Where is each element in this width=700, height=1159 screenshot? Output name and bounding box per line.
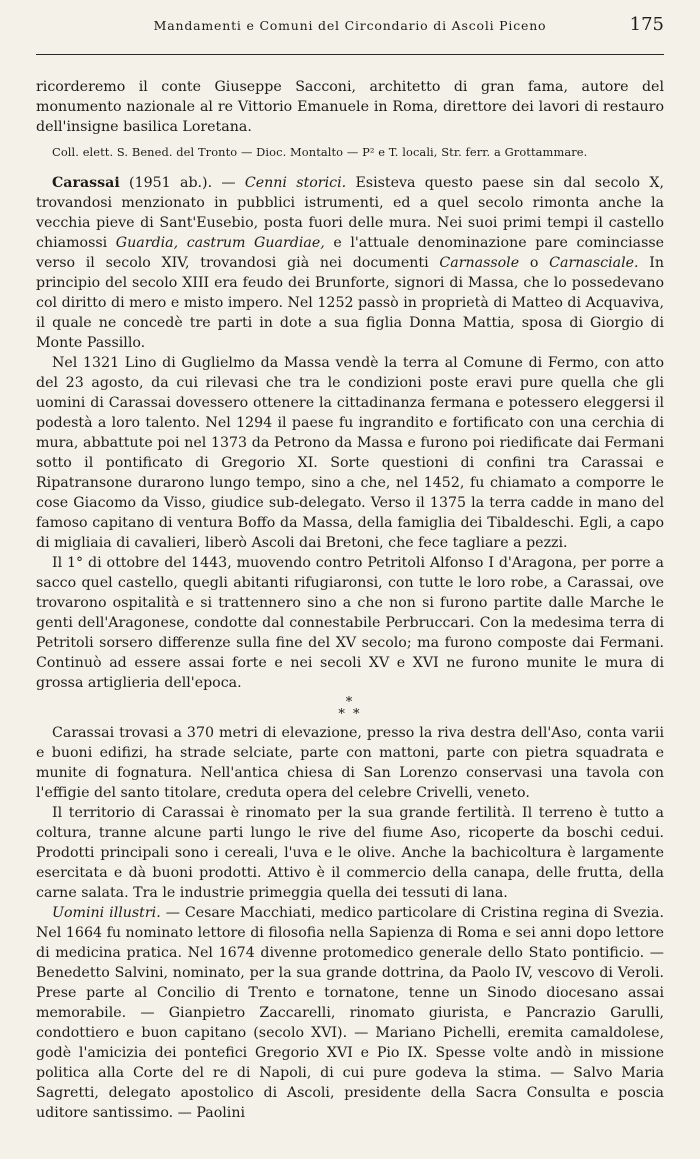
electoral-college-line: Coll. elett. S. Bened. del Tronto — Dioc. Montalto — P² e T. locali, Str. ferr. a Grottammare. bbox=[52, 145, 588, 159]
history-paragraph-2: Nel 1321 Lino di Guglielmo da Massa vendè la terra al Comune di Fermo, con atto del 23 agosto, da cui rilevasi che tra le condizioni poste eravi pure quella che gli uomini di Carassai dovessero ottenere la cittadinanza fermana e potessero eleggersi il podestà a loro talento. Nel 1294 il paese fu ingrandito e fortificato con una cerchia di mura, abbattute poi nel 1373 da Petrono da Massa e furono poi riedificate dai Fermani sotto il pontificato di Gregorio XI. Sorte questioni di confini tra Carassai e Ripatransone durarono lungo tempo, sino a che, nel 1452, fu chiamato a comporre le cose Giacomo da Visso, giudice sub-delegato. Verso il 1375 la terra cadde in mano del famoso capitano di ventura Boffo da Massa, della famiglia dei Tibaldeschi. Egli, a capo di migliaia di cavalieri, liberò Ascoli dai Bretoni, che fece tagliare a pezzi. bbox=[36, 355, 664, 551]
running-head bbox=[36, 14, 664, 55]
separator-top: * bbox=[345, 695, 355, 710]
section-label-history: Cenni storici. bbox=[244, 175, 347, 191]
page-number: 175 bbox=[629, 14, 664, 35]
population: (1951 ab.). — bbox=[129, 175, 236, 191]
history-text-c: o bbox=[529, 255, 539, 271]
history-italic-guardia: Guardia, castrum Guardiae, bbox=[115, 235, 325, 251]
notable-people-text: — Cesare Macchiati, medico particolare di Cristina regina di Svezia. Nel 1664 fu nominato lettore di filosofia nella Sapienza di Roma e sei anni dopo lettore di medicina pratica. Nel 1674 divenne protomedico generale dello Stato pontificio. — Benedetto Salvini, nominato, per la sua grande dottrina, da Paolo IV, vescovo di Veroli. Prese parte al Concilio di Trento e tornatone, tenne un Sinodo diocesano assai memorabile. — Gianpietro Zaccarelli, rinomato giurista, e Pancrazio Garulli, condottiero e buon capitano (secolo XVI). — Mariano Pichelli, eremita camaldolese, godè l'amicizia dei pontefici Gregorio XVI e Pio IX. Spesse volte andò in missione politica alla Corte del re di Napoli, di cui pure godeva la stima. — Salvo Maria Sagretti, delegato apostolico di Ascoli, presidente della Sacra Consulta e poscia uditore santissimo. — Paolini bbox=[36, 905, 664, 1121]
history-italic-carnassole: Carnassole bbox=[439, 255, 520, 271]
town-name: Carassai bbox=[52, 175, 120, 191]
separator-bottom: * * bbox=[338, 707, 362, 722]
book-page bbox=[0, 14, 700, 1159]
history-text-a: Esisteva questo paese sin dal secolo X, trovandosi menzionato in pubblici istrumenti, ed a quel secolo rimonta anche la vecchia pieve di Sant'Eusebio, posta fuori delle mura. Nei suoi primi tempi il castello chiamossi bbox=[36, 175, 664, 251]
page-body bbox=[36, 77, 664, 1123]
territory-paragraph: Il territorio di Carassai è rinomato per la sua grande fertilità. Il terreno è tutto a coltura, tranne alcune parti lungo le rive del fiume Aso, ricoperte da boschi cedui. Prodotti principali sono i cereali, l'uva e le olive. Anche la bachicoltura è largamente esercitata e dà buoni prodotti. Attivo è il commercio della canapa, delle frutta, della carne salata. Tra le industrie primeggia quella dei tessuti di lana. bbox=[36, 805, 664, 901]
history-text-d: In principio del secolo XIII era feudo dei Brunforte, signori di Massa, che lo possedevano col diritto di mero e misto impero. Nel 1252 passò in proprietà di Matteo di Acquaviva, il quale ne concedè tre parti in dote a sua figlia Donna Mattia, sposa di Giorgio di Monte Passillo. bbox=[36, 255, 665, 351]
intro-paragraph: ricorderemo il conte Giuseppe Sacconi, architetto di gran fama, autore del monumento nazionale al re Vittorio Emanuele in Roma, direttore dei lavori di restauro dell'insigne basilica Loretana. bbox=[36, 79, 664, 135]
history-italic-carnasciale: Carnasciale. bbox=[549, 255, 639, 271]
section-label-people: Uomini illustri. bbox=[52, 905, 161, 921]
section-separator bbox=[36, 697, 664, 721]
description-paragraph: Carassai trovasi a 370 metri di elevazione, presso la riva destra dell'Aso, conta varii e buoni edifizi, ha strade selciate, parte con mattoni, parte con pietra squadrata e munite di fognatura. Nell'antica chiesa di San Lorenzo conservasi una tavola con l'effigie del santo titolare, creduta opera del celebre Crivelli, veneto. bbox=[36, 725, 664, 801]
notable-people-paragraph bbox=[36, 903, 664, 1123]
history-paragraph-1 bbox=[36, 173, 664, 353]
history-text-b: e l'attuale denominazione pare cominciasse verso il secolo XIV, trovandosi già nei documenti bbox=[36, 235, 665, 271]
history-paragraph-3: Il 1° di ottobre del 1443, muovendo contro Petritoli Alfonso I d'Aragona, per porre a sacco quel castello, quegli abitanti rifugiaronsi, con tutte le loro robe, a Carassai, ove trovarono ospitalità e si trattennero sino a che non si furono partite dalle Marche le genti dell'Aragonese, condotte dal connestabile Perbruccari. Con la medesima terra di Petritoli sorsero differenze sulla fine del XV secolo; ma furono composte dai Fermani. Continuò ad essere assai forte e nei secoli XV e XVI ne furono munite le mura di grossa artiglieria dell'epoca. bbox=[36, 555, 664, 691]
running-head-title: Mandamenti e Comuni del Circondario di Ascoli Piceno bbox=[153, 18, 547, 33]
